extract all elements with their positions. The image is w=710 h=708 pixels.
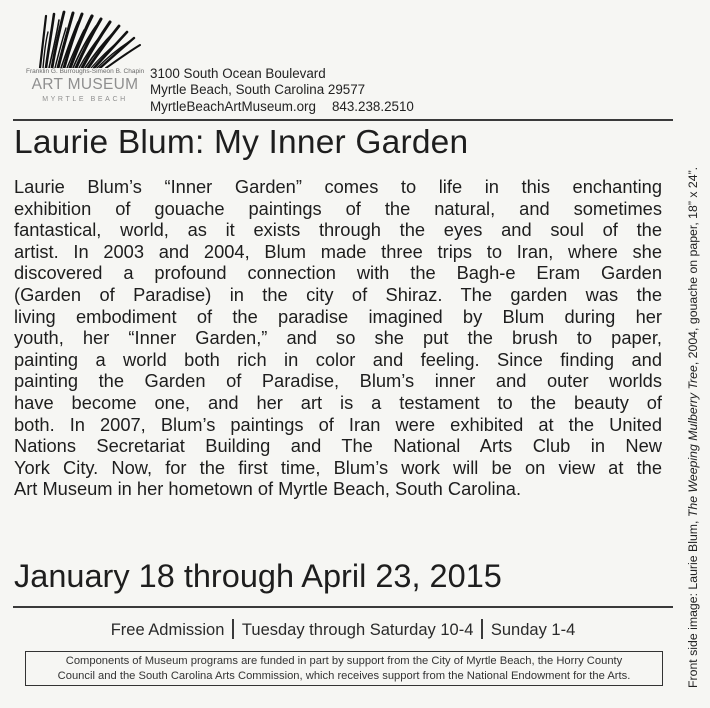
description-line: youth, her “Inner Garden,” and so she put the brush to paper, [14, 327, 662, 349]
description-line: fantastical, world, as it exists through the eyes and soul of the [14, 219, 662, 241]
weekday-hours: Tuesday through Saturday 10-4 [241, 621, 474, 639]
description-line: artist. In 2003 and 2004, Blum made three trips to Iran, where she [14, 240, 662, 262]
header-divider [13, 119, 673, 121]
museum-address [150, 66, 414, 115]
description-line: Laurie Blum’s “Inner Garden” comes to life in this enchanting [14, 176, 662, 197]
description-line: living embodiment of the paradise imagined by Blum during her [14, 305, 662, 327]
image-credit [686, 128, 700, 688]
phone-number: 843.238.2510 [331, 98, 414, 114]
description-line: Nations Secretariat Building and The National Arts Club in New [14, 435, 662, 457]
logo-name: ART MUSEUM [31, 76, 139, 93]
exhibition-dates: January 18 through April 23, 2015 [14, 558, 502, 594]
credit-work-title: The Weeping Mulberry Tree [686, 365, 700, 518]
grass-brush-logo-icon [26, 10, 144, 68]
funding-line: Components of Museum programs are funded in part by support from the City of Myrtle Beach, the Horry County [65, 655, 623, 667]
logo-sponsor-text: Franklin G. Burroughs-Simeon B. Chapin [26, 68, 145, 75]
exhibition-title: Laurie Blum: My Inner Garden [14, 124, 469, 161]
funding-notice [25, 651, 663, 686]
funding-line: Council and the South Carolina Arts Commission, which receives support from the National Endowment for the Arts. [57, 669, 631, 682]
sunday-hours: Sunday 1-4 [490, 621, 576, 639]
description-line: both. In 2007, Blum’s paintings of Iran were exhibited at the United [14, 413, 662, 435]
dates-divider [13, 606, 673, 608]
address-street: 3100 South Ocean Boulevard [150, 66, 326, 81]
description-line: discovered a profound connection with the Bagh-e Eram Garden [14, 262, 662, 284]
visitor-info [0, 619, 686, 640]
exhibition-description [14, 176, 662, 500]
description-line: have become one, and her art is a testament to the beauty of [14, 391, 662, 413]
description-line: painting a world both rich in color and feeling. Since finding and [14, 348, 662, 370]
address-city-state: Myrtle Beach, South Carolina 29577 [150, 82, 366, 98]
logo-city: MYRTLE BEACH [42, 96, 128, 103]
website-link[interactable]: MyrtleBeachArtMuseum.org [150, 98, 316, 114]
separator [232, 619, 234, 639]
description-line: York City. Now, for the first time, Blum’s work will be on view at the [14, 456, 662, 478]
description-line: exhibition of gouache paintings of the natural, and sometimes [14, 197, 662, 219]
museum-logo [26, 10, 144, 110]
description-line: (Garden of Paradise) in the city of Shiraz. The garden was the [14, 283, 662, 305]
separator [481, 619, 483, 639]
description-line: Art Museum in her hometown of Myrtle Beach, South Carolina. [14, 478, 522, 500]
credit-prefix: Front side image: Laurie Blum, [686, 517, 700, 688]
credit-details: , 2004, gouache on paper, 18” x 24”. [686, 166, 700, 366]
admission-text: Free Admission [110, 621, 225, 639]
description-line: painting the Garden of Paradise, Blum’s inner and outer worlds [14, 370, 662, 392]
